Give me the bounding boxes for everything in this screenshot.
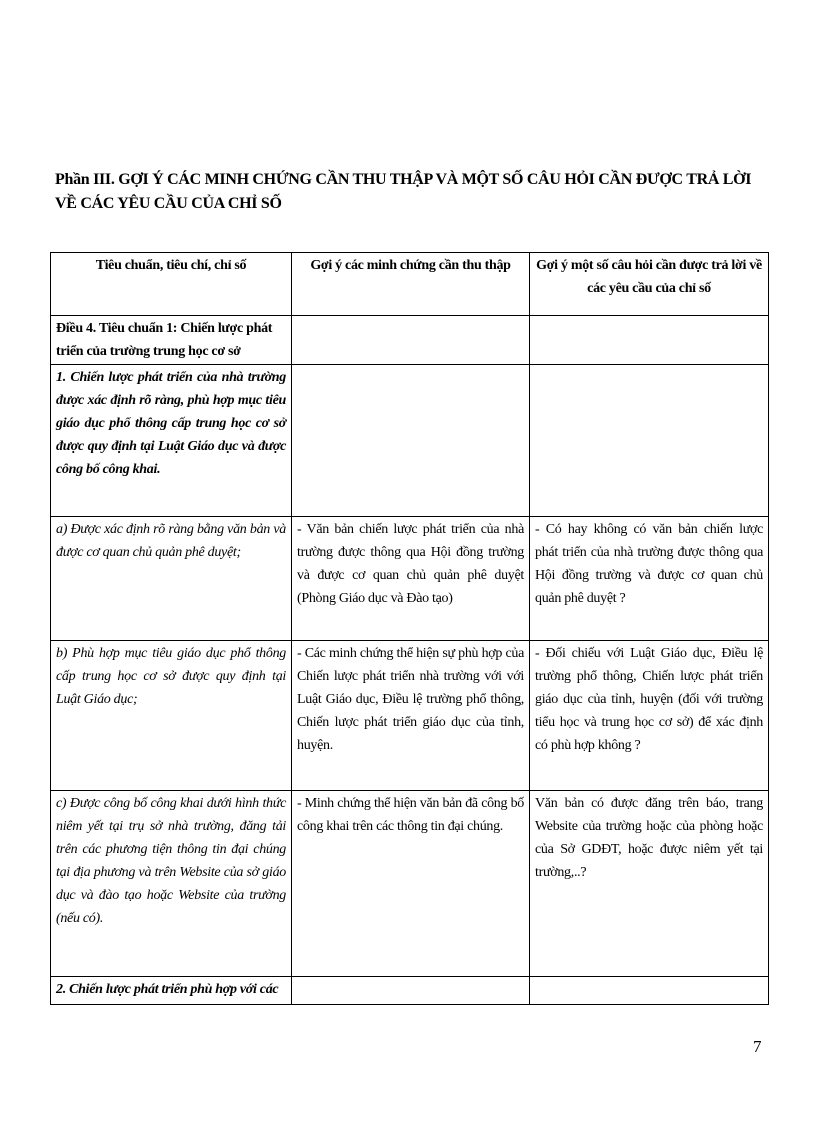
question-cell: Văn bản có được đăng trên báo, trang Website của trường hoặc của phòng hoặc của Sở GDĐT, hoặc được niêm yết tại trường,..? [530, 791, 769, 977]
evidence-cell: - Các minh chứng thể hiện sự phù hợp của Chiến lược phát triển nhà trường với với Luật Giáo dục, Điều lệ trường phổ thông, Chiến lược phát triển giáo dục của tỉnh, huyện. [292, 641, 530, 791]
evidence-cell [292, 316, 530, 365]
question-cell: - Đối chiếu với Luật Giáo dục, Điều lệ trường phổ thông, Chiến lược phát triển giáo dục của tỉnh, huyện (đối với trường tiểu học và trung học cơ sở) để xác định có phù hợp không ? [530, 641, 769, 791]
criterion-cell: 2. Chiến lược phát triển phù hợp với các [51, 977, 292, 1005]
indicator-cell: b) Phù hợp mục tiêu giáo dục phổ thông cấp trung học cơ sở được quy định tại Luật Giáo dục; [51, 641, 292, 791]
table-row [51, 365, 769, 517]
evidence-cell [292, 977, 530, 1005]
header-criteria: Tiêu chuẩn, tiêu chí, chỉ số [51, 253, 292, 316]
evidence-cell [292, 365, 530, 517]
table-row [51, 641, 769, 791]
table-row [51, 977, 769, 1005]
header-evidence: Gợi ý các minh chứng cần thu thập [292, 253, 530, 316]
question-cell [530, 977, 769, 1005]
table-row [51, 316, 769, 365]
evidence-cell: - Văn bản chiến lược phát triển của nhà trường được thông qua Hội đồng trường và được cơ quan chủ quản phê duyệt (Phòng Giáo dục và Đào tạo) [292, 517, 530, 641]
indicator-cell: a) Được xác định rõ ràng bằng văn bản và được cơ quan chủ quản phê duyệt; [51, 517, 292, 641]
header-questions: Gợi ý một số câu hỏi cần được trả lời về các yêu cầu của chỉ số [530, 253, 769, 316]
question-cell: - Có hay không có văn bản chiến lược phát triển của nhà trường được thông qua Hội đồng trường và được cơ quan chủ quản phê duyệt ? [530, 517, 769, 641]
table-row [51, 517, 769, 641]
indicator-cell: c) Được công bố công khai dưới hình thức niêm yết tại trụ sở nhà trường, đăng tải trên các phương tiện thông tin đại chúng tại địa phương và trên Website của sở giáo dục và đào tạo hoặc Website của trường (nếu có). [51, 791, 292, 977]
standard-cell: Điều 4. Tiêu chuẩn 1: Chiến lược phát triển của trường trung học cơ sở [51, 316, 292, 365]
question-cell [530, 316, 769, 365]
criterion-cell: 1. Chiến lược phát triển của nhà trường được xác định rõ ràng, phù hợp mục tiêu giáo dục phổ thông cấp trung học cơ sở được quy định tại Luật Giáo dục và được công bố công khai. [51, 365, 292, 517]
question-cell [530, 365, 769, 517]
criteria-table [50, 252, 769, 1005]
evidence-cell: - Minh chứng thể hiện văn bản đã công bố công khai trên các thông tin đại chúng. [292, 791, 530, 977]
section-heading: Phần III. GỢI Ý CÁC MINH CHỨNG CẦN THU THẬP VÀ MỘT SỐ CÂU HỎI CẦN ĐƯỢC TRẢ LỜI VỀ CÁC YÊU CẦU CỦA CHỈ SỐ [55, 171, 752, 212]
page-number: 7 [753, 1037, 762, 1056]
table-header-row [51, 253, 769, 316]
table-row [51, 791, 769, 977]
